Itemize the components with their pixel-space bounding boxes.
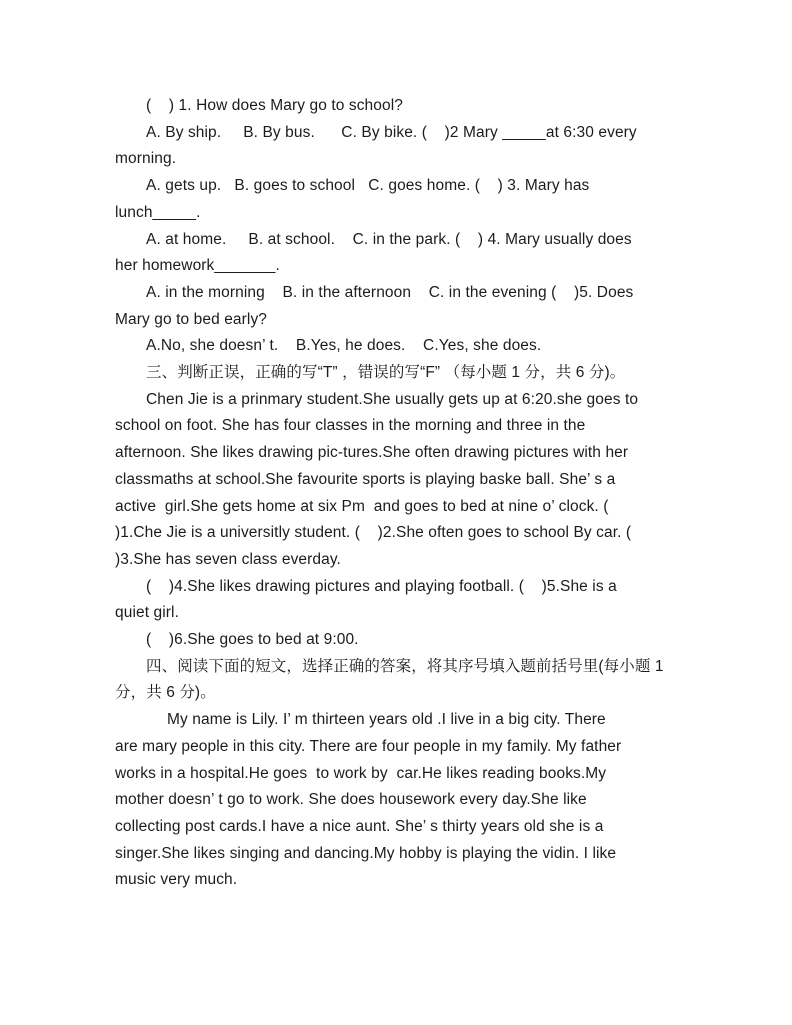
text-line: ( )4.She likes drawing pictures and playing football. ( )5.She is a [146, 577, 617, 595]
text-line: A. in the morning B. in the afternoon C. in the evening ( )5. Does [146, 283, 634, 301]
text-line: singer.She likes singing and dancing.My hobby is playing the vidin. I like [115, 844, 617, 862]
text-line: school on foot. She has four classes in the morning and three in the [115, 417, 586, 435]
text-line: collecting post cards.I have a nice aunt. She’ s thirty years old she is a [115, 817, 604, 835]
text-line: mother doesn’ t go to work. She does housework every day.She like [115, 791, 587, 809]
text-line: her homework_______. [115, 257, 280, 275]
text-line: works in a hospital.He goes to work by car.He likes reading books.My [115, 764, 607, 782]
text-line: classmaths at school.She favourite sports is playing baske ball. She’ s a [115, 470, 616, 488]
text-line: ( )6.She goes to bed at 9:00. [146, 631, 359, 649]
text-line: Chen Jie is a prinmary student.She usually gets up at 6:20.she goes to [146, 390, 639, 408]
text-line: )1.Che Jie is a universitly student. ( )2.She often goes to school By car. ( [115, 524, 632, 542]
text-line: A. gets up. B. goes to school C. goes home. ( ) 3. Mary has [146, 177, 590, 195]
text-line: Mary go to bed early? [115, 310, 268, 328]
text-line: 三、判断正误，正确的写“T” ，错误的写“F” （每小题 1 分，共 6 分)。 [146, 364, 626, 382]
text-line: morning. [115, 150, 177, 168]
text-line: music very much. [115, 871, 238, 889]
text-line: afternoon. She likes drawing pic-tures.She often drawing pictures with her [115, 444, 629, 462]
document-text [115, 93, 792, 894]
text-line: ( ) 1. How does Mary go to school? [146, 97, 403, 114]
text-line: A. By ship. B. By bus. C. By bike. ( )2 Mary _____at 6:30 every [146, 123, 637, 141]
text-line: My name is Lily. I’ m thirteen years old .I live in a big city. There [167, 711, 606, 729]
text-line: 分，共 6 分)。 [115, 684, 216, 702]
text-line: quiet girl. [115, 604, 179, 622]
text-line: A. at home. B. at school. C. in the park. ( ) 4. Mary usually does [146, 230, 632, 248]
text-line: active girl.She gets home at six Pm and goes to bed at nine o’ clock. ( [115, 497, 609, 515]
text-line: 四、阅读下面的短文，选择正确的答案，将其序号填入题前括号里(每小题 1 [146, 657, 664, 675]
text-line: )3.She has seven class everday. [115, 550, 341, 568]
text-line: A.No, she doesn’ t. B.Yes, he does. C.Yes, she does. [146, 337, 542, 355]
text-line: are mary people in this city. There are four people in my family. My father [115, 737, 622, 755]
text-line: lunch_____. [115, 203, 201, 221]
